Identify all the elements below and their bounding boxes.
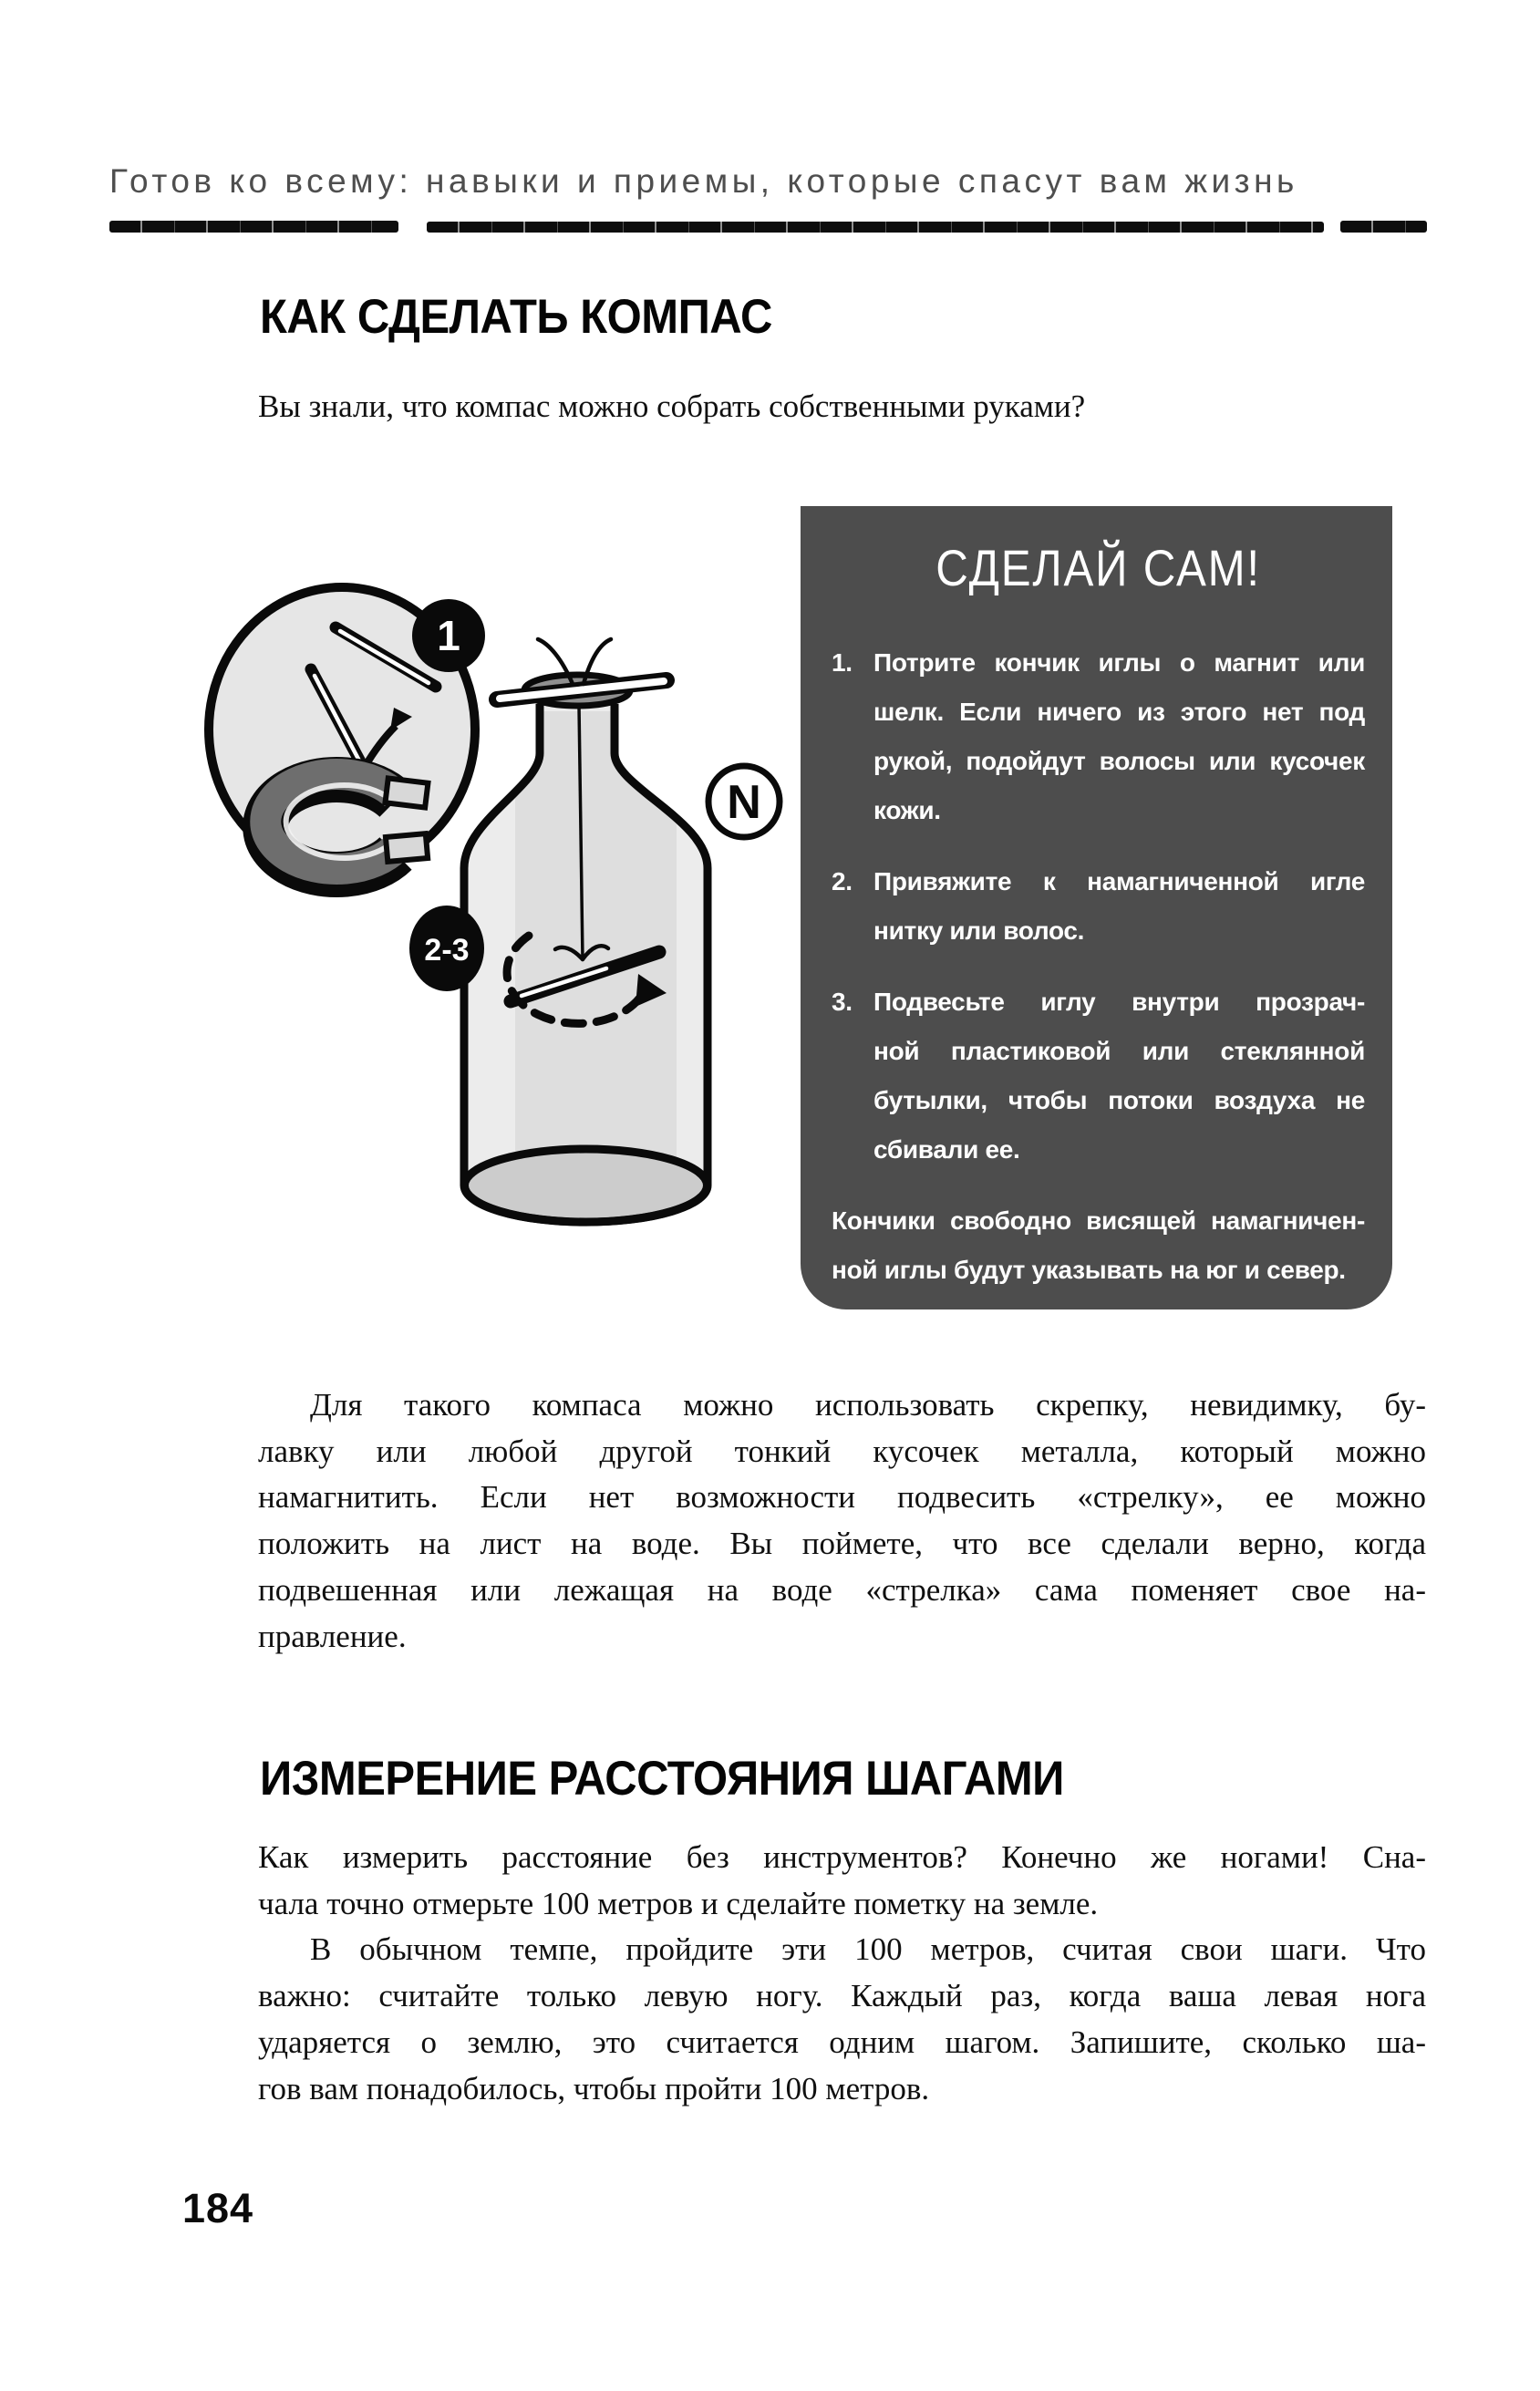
diy-step-line: рукой, подойдут волосы или кусочек — [873, 747, 1365, 775]
bottle-icon — [464, 675, 708, 1222]
diy-note-line: ной иглы будут указывать на юг и север. — [832, 1256, 1346, 1284]
paragraph-line: положить на лист на воде. Вы поймете, что все сделали верно, когда — [258, 1526, 1426, 1562]
diy-box-note — [832, 1196, 1365, 1295]
paragraph-line: гов вам понадобилось, чтобы пройти 100 метров. — [258, 2070, 930, 2106]
grunge-divider-segment — [1340, 221, 1427, 233]
grunge-divider-segment — [427, 222, 1324, 233]
diy-step-line: сбивали ее. — [873, 1135, 1020, 1164]
page-number: 184 — [182, 2185, 254, 2231]
diy-step-line: нитку или волос. — [873, 916, 1085, 945]
diy-step-line: Привяжите к намагниченной игле — [873, 867, 1365, 895]
section-title-pacing: ИЗМЕРЕНИЕ РАССТОЯНИЯ ШАГАМИ — [260, 1752, 1064, 1806]
paragraph-line: лавку или любой другой тонкий кусочек металла, который можно — [258, 1433, 1426, 1469]
paragraph-line: ударяется о землю, это считается одним шагом. Запишите, сколько ша- — [258, 2024, 1426, 2060]
paragraph-line: В обычном темпе, пройдите эти 100 метров, считая свои шаги. Что — [310, 1931, 1426, 1968]
paragraph-line: подвешенная или лежащая на воде «стрелка» сама поменяет свое на- — [258, 1571, 1426, 1608]
step-1-badge — [412, 599, 485, 672]
north-marker — [708, 766, 780, 837]
paragraph-line: чала точно отмерьте 100 метров и сделайте пометку на земле. — [258, 1885, 1099, 1921]
grunge-divider-segment — [109, 221, 398, 233]
step-number: 2. — [832, 867, 853, 895]
diy-step-line: шелк. Если ничего из этого нет под — [873, 698, 1365, 726]
diy-step-line: Потрите кончик иглы о магнит или — [873, 648, 1365, 677]
paragraph-line: намагнитить. Если нет возможности подвесить «стрелку», ее можно — [258, 1479, 1426, 1516]
step-number: 1. — [832, 648, 853, 677]
paragraph-line: важно: считайте только левую ногу. Каждый раз, когда ваша левая нога — [258, 1978, 1426, 2014]
paragraph-line: правление. — [258, 1618, 407, 1654]
compass-paragraph — [258, 1382, 1426, 1660]
diy-sidebar-box — [801, 506, 1392, 1309]
diy-box-title: СДЕЛАЙ САМ! — [935, 539, 1261, 596]
diy-step-2 — [832, 857, 1365, 956]
step-number: 3. — [832, 988, 853, 1016]
intro-sentence: Вы знали, что компас можно собрать собственными руками? — [258, 388, 1086, 424]
section-title-compass: КАК СДЕЛАТЬ КОМПАС — [260, 290, 772, 345]
diy-step-line: кожи. — [873, 796, 941, 824]
pacing-paragraphs — [258, 1835, 1426, 2112]
running-head: Готов ко всему: навыки и приемы, которые спасут вам жизнь — [109, 162, 1298, 200]
svg-text:N: N — [727, 776, 761, 829]
compass-illustration — [182, 564, 802, 1293]
paragraph-line: Как измерить расстояние без инструментов? Конечно же ногами! Сна- — [258, 1839, 1426, 1875]
svg-text:1: 1 — [437, 612, 460, 659]
diy-step-1 — [832, 638, 1365, 835]
diy-step-3 — [832, 978, 1365, 1175]
step-2-3-badge — [409, 906, 484, 991]
diy-note-line: Кончики свободно висящей намагничен- — [832, 1206, 1365, 1235]
diy-step-line: ной пластиковой или стеклянной — [873, 1037, 1365, 1065]
paragraph-line: Для такого компаса можно использовать скрепку, невидимку, бу- — [310, 1387, 1426, 1423]
diy-step-line: Подвесьте иглу внутри прозрач- — [873, 988, 1365, 1016]
diy-step-line: бутылки, чтобы потоки воздуха не — [873, 1086, 1365, 1114]
svg-text:2-3: 2-3 — [424, 933, 470, 968]
